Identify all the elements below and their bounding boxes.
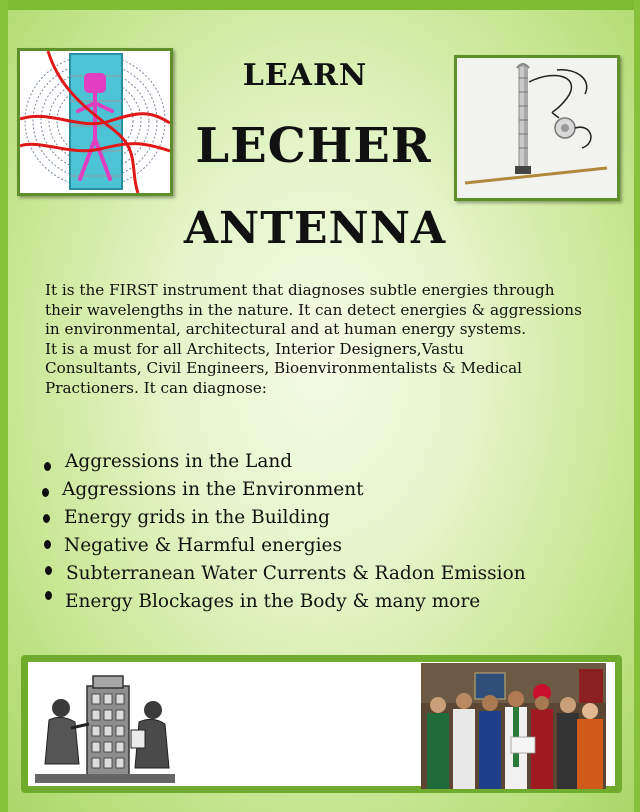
architects-icon [35,668,175,783]
title-antenna: ANTENNA [183,203,447,254]
right-border [634,0,640,812]
title-lecher: LECHER [195,118,432,174]
bullet-dot-icon [45,591,52,600]
list-item: Subterranean Water Currents & Radon Emission [40,560,630,588]
antenna-icon [457,58,617,198]
ceremony-photo-icon [421,663,606,789]
lecher-antenna-image [454,55,620,201]
diagnose-list [40,448,630,616]
intro-line: It is a must for all Architects, Interior Designers,Vastu [45,339,464,358]
top-border [0,0,640,10]
list-item: Aggressions in the Environment [40,476,630,504]
list-item: Negative & Harmful energies [40,532,630,560]
architects-illustration-image [35,668,175,783]
bullet-dot-icon [42,488,49,497]
intro-line: in environmental, architectural and at human energy systems. [45,320,527,338]
award-ceremony-image [421,663,606,789]
title-learn: LEARN [242,58,368,93]
bullet-dot-icon [44,540,51,549]
bullet-dot-icon [44,462,51,471]
list-item: Energy grids in the Building [40,504,630,532]
human-energy-field-image [17,48,173,196]
human-energy-field-icon [20,51,170,193]
list-item: Aggressions in the Land [40,448,630,476]
bullet-dot-icon [45,566,52,575]
bullet-dot-icon [43,514,50,523]
intro-line: their wavelengths in the nature. It can detect energies & aggressions [45,300,582,319]
intro-line: Practioners. It can diagnose: [45,378,267,397]
left-border [0,0,8,812]
intro-paragraph [45,281,620,398]
intro-line: Consultants, Civil Engineers, Bioenvironmentalists & Medical [45,359,522,377]
intro-line: It is the FIRST instrument that diagnoses subtle energies through [45,281,555,299]
list-item: Energy Blockages in the Body & many more [40,588,630,616]
